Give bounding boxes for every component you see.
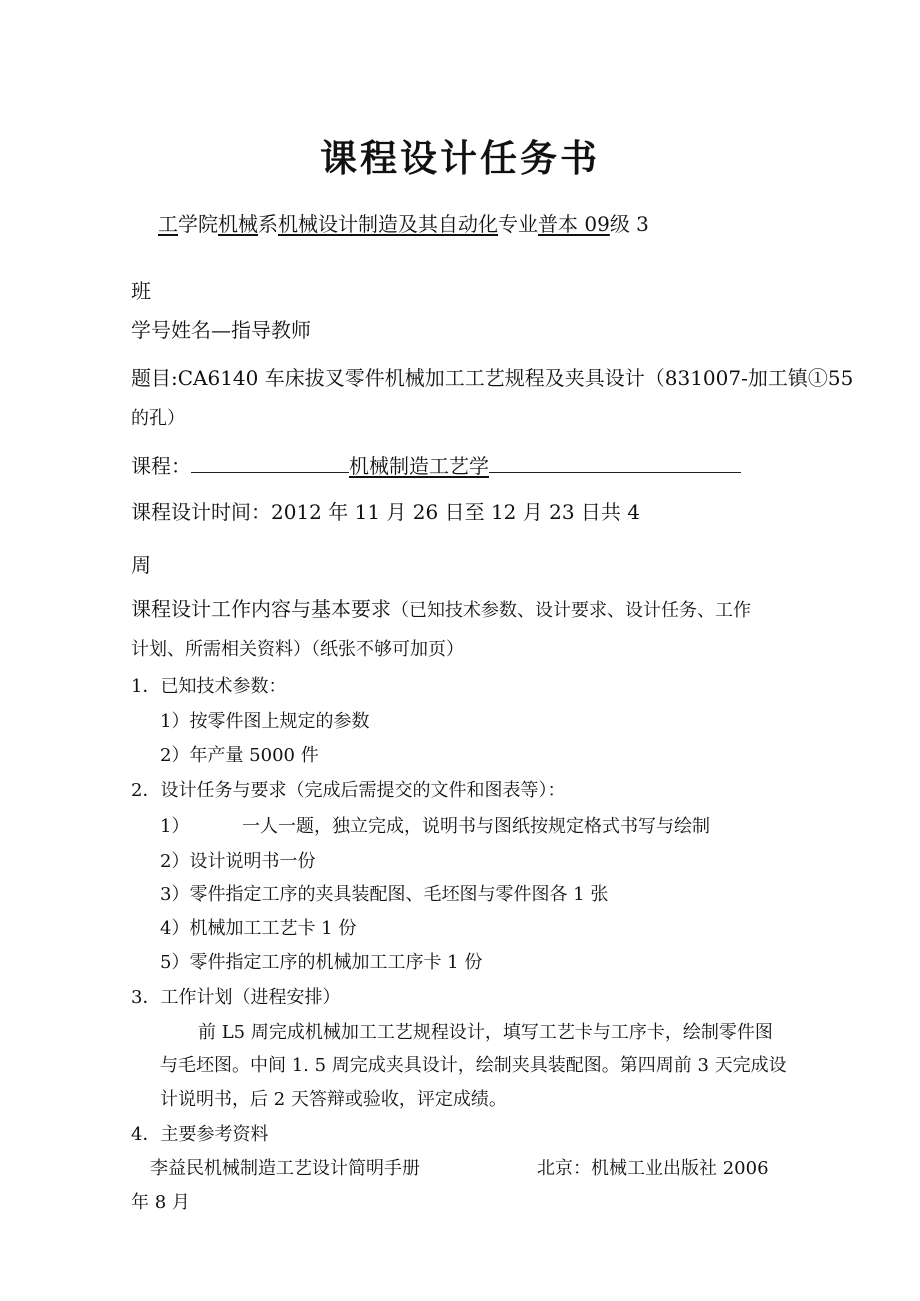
section-3-paragraph-line-3: 计说明书，后 2 天答辩或验收，评定成绩。: [160, 1089, 507, 1110]
content-heading: 课程设计工作内容与基本要求: [131, 597, 391, 621]
section-2-title: 2．设计任务与要求（完成后需提交的文件和图表等）：: [131, 780, 566, 801]
section-1-item-1: 1）按零件图上规定的参数: [160, 711, 370, 732]
section-2-item-4: 4）机械加工工艺卡 1 份: [160, 918, 357, 939]
course-label: 课程：: [131, 454, 191, 478]
reference-date: 年 8 月: [131, 1192, 190, 1213]
section-4-title: 4．主要参考资料: [131, 1124, 269, 1145]
college-label: 学院: [178, 212, 218, 236]
class-label: 班: [131, 279, 151, 303]
section-2-item-3: 3）零件指定工序的夹具装配图、毛坯图与零件图各 1 张: [160, 884, 609, 905]
reference-title: 李益民机械制造工艺设计简明手册: [150, 1158, 420, 1179]
topic-line-2: 的孔）: [131, 408, 185, 429]
section-1-item-2: 2）年产量 5000 件: [160, 745, 319, 766]
major-label: 专业: [498, 212, 538, 236]
section-2-item-1-number: 1）: [160, 816, 190, 837]
section-1-title: 1．已知技术参数：: [131, 676, 287, 697]
major-field: 机械设计制造及其自动化: [278, 212, 498, 236]
reference-publisher: 北京：机械工业出版社 2006: [537, 1158, 769, 1179]
page-title: 课程设计任务书: [320, 137, 600, 180]
grade-label: 级 3: [609, 212, 649, 236]
department-field: 机械: [218, 212, 258, 236]
college-field: 工: [158, 212, 178, 236]
course-underline-left: [191, 456, 349, 473]
content-line-1: [131, 593, 751, 622]
student-teacher-line: 学号姓名—指导教师: [131, 318, 311, 342]
section-2-item-2: 2）设计说明书一份: [160, 851, 316, 872]
course-line: [131, 450, 741, 479]
section-3-paragraph-line-1: 前 L5 周完成机械加工工艺规程设计，填写工艺卡与工序卡，绘制零件图: [198, 1022, 773, 1043]
header-line: [158, 208, 649, 237]
content-line-2: 计划、所需相关资料）（纸张不够可加页）: [131, 639, 464, 660]
section-3-title: 3．工作计划（进程安排）: [131, 987, 341, 1008]
section-2-item-1-text: 一人一题，独立完成，说明书与图纸按规定格式书写与绘制: [242, 816, 710, 837]
content-note: （已知技术参数、设计要求、设计任务、工作: [391, 600, 751, 621]
section-3-paragraph-line-2: 与毛坯图。中间 1. 5 周完成夹具设计，绘制夹具装配图。第四周前 3 天完成设: [160, 1055, 787, 1076]
section-2-item-5: 5）零件指定工序的机械加工工序卡 1 份: [160, 952, 483, 973]
course-value: 机械制造工艺学: [349, 454, 489, 478]
course-underline-right: [489, 456, 741, 473]
department-label: 系: [258, 212, 278, 236]
grade-field: 普本 09: [538, 212, 610, 236]
week-label: 周: [131, 553, 151, 577]
topic-line-1: 题目:CA6140 车床拔叉零件机械加工工艺规程及夹具设计（831007-加工镇①55: [131, 366, 854, 390]
time-line: 课程设计时间：2012 年 11 月 26 日至 12 月 23 日共 4: [131, 500, 640, 524]
